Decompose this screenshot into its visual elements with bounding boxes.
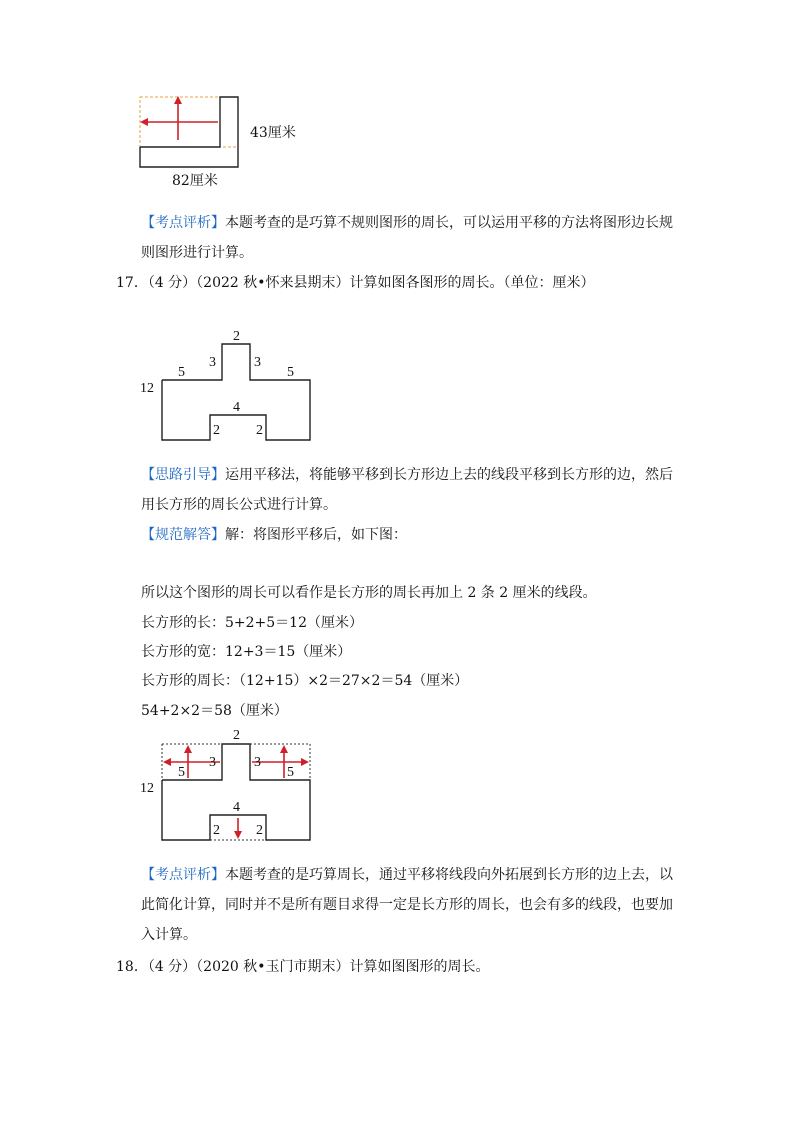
analysis-2-line1: 【考点评析】本题考查的是巧算周长，通过平移将线段向外拓展到长方形的边上去，以 — [141, 867, 673, 883]
label-notch-left: 2 — [213, 823, 220, 838]
answer-tag: 【规范解答】 — [141, 527, 225, 543]
label-right-top: 5 — [287, 365, 294, 380]
fig1-width-label: 82厘米 — [172, 173, 218, 189]
analysis-tag: 【考点评析】 — [141, 215, 225, 231]
solution-line5: 54+2×2＝58（厘米） — [141, 703, 288, 719]
label-right-step: 3 — [254, 755, 261, 770]
label-right-top: 5 — [287, 765, 294, 780]
label-left-step: 3 — [209, 755, 216, 770]
label-notch-right: 2 — [256, 823, 263, 838]
hint-line2: 用长方形的周长公式进行计算。 — [141, 497, 337, 513]
label-notch-left: 2 — [213, 423, 220, 438]
hint-line1: 【思路引导】运用平移法，将能够平移到长方形边上去的线段平移到长方形的边，然后 — [141, 467, 673, 483]
solution-line4: 长方形的周长：（12+15）×2＝27×2＝54（厘米） — [141, 673, 469, 689]
analysis-1-line1: 【考点评析】本题考查的是巧算不规则图形的周长，可以运用平移的方法将图形边长规 — [141, 215, 673, 231]
label-left-side: 12 — [140, 781, 154, 796]
label-notch-right: 2 — [256, 423, 263, 438]
question-18-header: 18．（4 分）（2020 秋•玉门市期末）计算如图图形的周长。 — [116, 959, 490, 975]
analysis-2-line2: 此简化计算，同时并不是所有题目求得一定是长方形的周长，也会有多的线段，也要加 — [141, 897, 673, 913]
hint-tag: 【思路引导】 — [141, 467, 225, 483]
label-top: 2 — [233, 728, 240, 743]
label-left-side: 12 — [140, 381, 154, 396]
question-17-header: 17．（4 分）（2022 秋•怀来县期末）计算如图各图形的周长。（单位：厘米） — [116, 275, 595, 291]
label-left-top: 5 — [178, 765, 185, 780]
answer-line: 【规范解答】解：将图形平移后，如下图： — [141, 527, 407, 543]
solution-line1: 所以这个图形的周长可以看作是长方形的周长再加上 2 条 2 厘米的线段。 — [141, 585, 597, 601]
analysis-1-line2: 则图形进行计算。 — [141, 245, 253, 261]
solution-line2: 长方形的长：5+2+5＝12（厘米） — [141, 615, 363, 631]
fig1-height-label: 43厘米 — [250, 125, 296, 141]
figure-t-shape-translated — [130, 720, 330, 845]
label-top: 2 — [233, 329, 240, 344]
label-left-top: 5 — [178, 365, 185, 380]
analysis-tag: 【考点评析】 — [141, 867, 225, 883]
figure-t-shape — [130, 320, 330, 445]
label-notch-top: 4 — [233, 400, 240, 415]
solution-line3: 长方形的宽：12+3＝15（厘米） — [141, 644, 352, 660]
label-left-step: 3 — [209, 355, 216, 370]
label-right-step: 3 — [254, 355, 261, 370]
label-notch-top: 4 — [233, 800, 240, 815]
analysis-2-line3: 入计算。 — [141, 927, 197, 943]
